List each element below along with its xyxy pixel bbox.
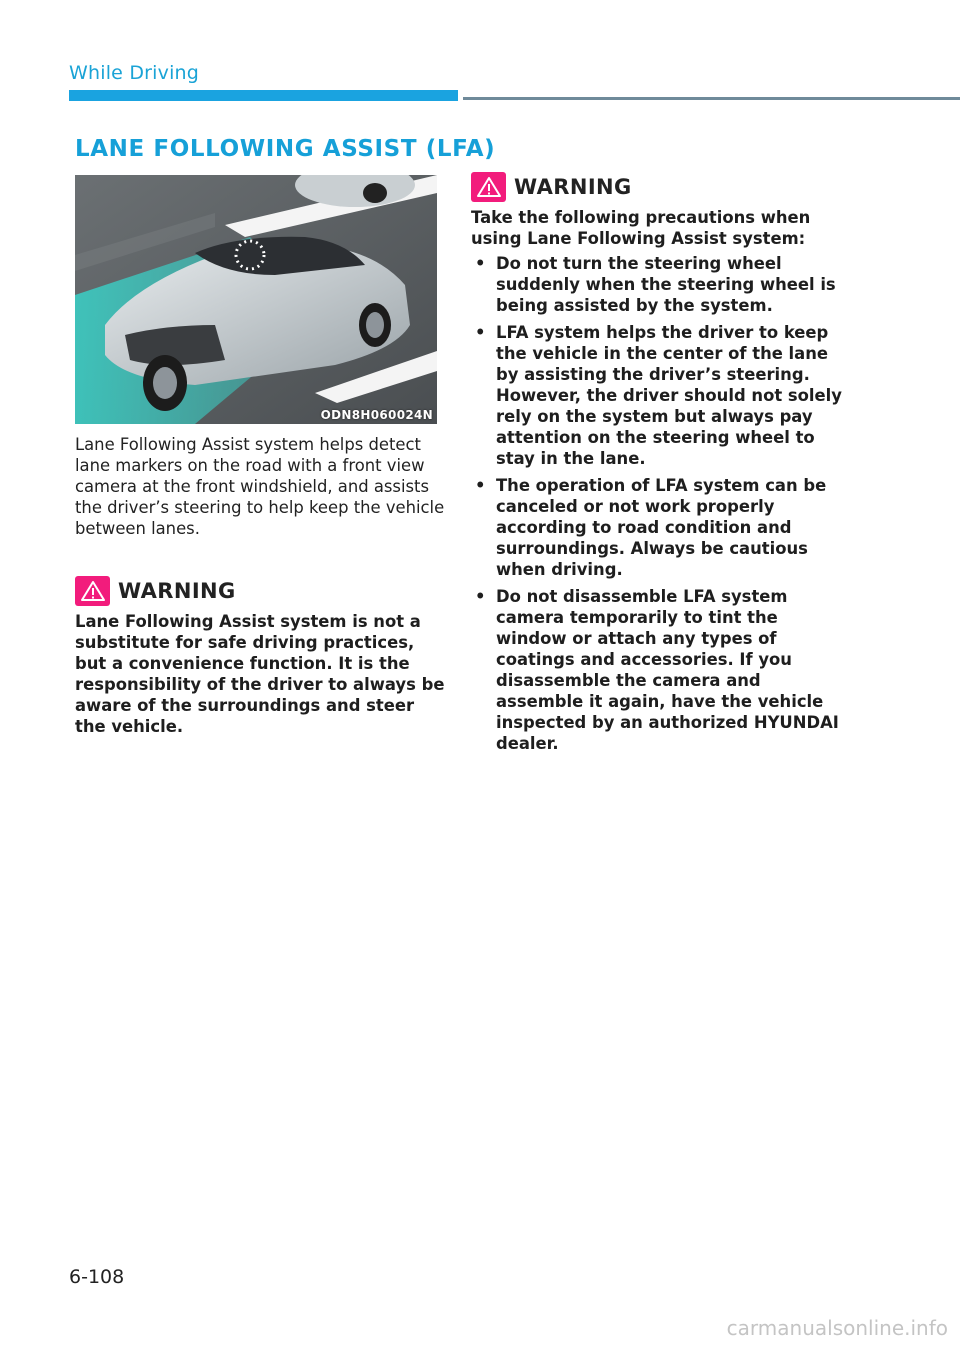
page-title: LANE FOLLOWING ASSIST (LFA)	[75, 136, 496, 162]
list-item	[471, 253, 843, 316]
precaution-list	[471, 253, 843, 754]
bullet-icon: •	[475, 254, 486, 273]
section-header: While Driving	[69, 62, 200, 84]
list-item	[471, 586, 843, 754]
watermark: carmanualsonline.info	[726, 1316, 948, 1340]
header-rule-accent	[69, 90, 458, 101]
warning-icon	[75, 576, 110, 606]
warning-label: WARNING	[118, 579, 236, 603]
figure-code: ODN8H060024N	[320, 408, 433, 422]
warning-heading-left	[75, 576, 445, 606]
bullet-icon: •	[475, 323, 486, 342]
lfa-illustration	[75, 175, 437, 424]
warning-lead: Take the following precautions when using Lane Following Assist system:	[471, 208, 811, 248]
list-item-text: Do not turn the steering wheel suddenly when the steering wheel is being assisted by the system.	[496, 254, 836, 315]
bullet-icon: •	[475, 476, 486, 495]
list-item-text: The operation of LFA system can be canceled or not work properly according to road condition and surroundings. Always be cautious when driving.	[496, 476, 827, 579]
list-item	[471, 322, 843, 469]
car-illustration	[75, 175, 437, 424]
left-column	[75, 434, 445, 737]
warning-label: WARNING	[514, 175, 632, 199]
bullet-icon: •	[475, 587, 486, 606]
list-item-text: LFA system helps the driver to keep the vehicle in the center of the lane by assisting the driver’s steering. However, the driver should not solely rely on the system but always pay attention on the steering wheel to stay in the lane.	[496, 323, 842, 468]
intro-paragraph: Lane Following Assist system helps detect lane markers on the road with a front view camera at the front windshield, and assists the driver’s steering to help keep the vehicle between lanes.	[75, 435, 445, 538]
list-item	[471, 475, 843, 580]
page-number: 6-108	[69, 1266, 125, 1288]
warning-icon	[471, 172, 506, 202]
warning-heading-right	[471, 172, 843, 202]
warning-text-left: Lane Following Assist system is not a substitute for safe driving practices, but a convenience function. It is the responsibility of the driver to always be aware of the surroundings and steer the vehicle.	[75, 612, 445, 736]
right-column	[471, 172, 843, 760]
header-rule	[463, 97, 960, 100]
list-item-text: Do not disassemble LFA system camera temporarily to tint the window or attach any types of coatings and accessories. If you disassemble the camera and assemble it again, have the vehicle inspected by an authorized HYUNDAI dealer.	[496, 587, 839, 753]
